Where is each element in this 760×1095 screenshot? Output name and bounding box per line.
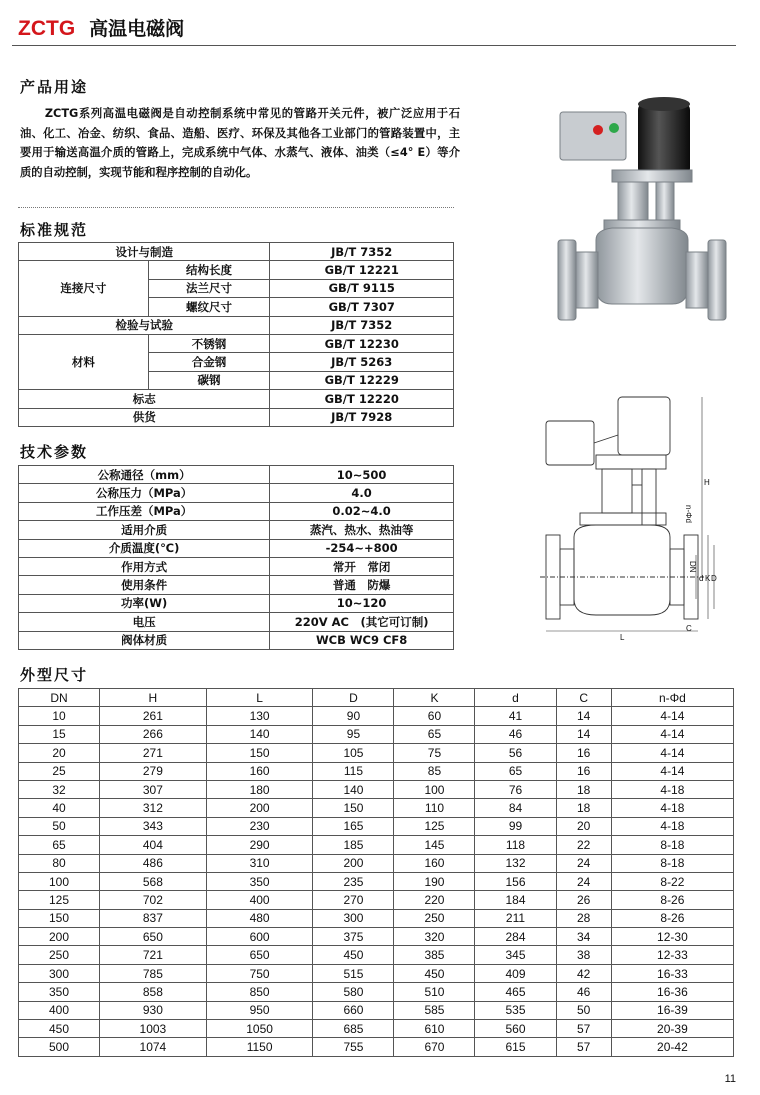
table-cell: 510 bbox=[394, 983, 475, 1001]
tech-value: WCB WC9 CF8 bbox=[270, 631, 454, 649]
table-row bbox=[19, 631, 454, 649]
table-cell: 46 bbox=[475, 725, 556, 743]
table-cell: 65 bbox=[475, 762, 556, 780]
table-cell: 375 bbox=[313, 928, 394, 946]
table-cell: 8-18 bbox=[611, 854, 733, 872]
std-value: JB/T 7352 bbox=[270, 316, 454, 334]
std-group-label: 材料 bbox=[19, 334, 149, 389]
table-cell: 320 bbox=[394, 928, 475, 946]
table-cell: 480 bbox=[206, 909, 313, 927]
column-header: K bbox=[394, 689, 475, 707]
table-row bbox=[19, 872, 734, 890]
dim-label-k: K bbox=[705, 574, 711, 583]
table-cell: 110 bbox=[394, 799, 475, 817]
std-label: 结构长度 bbox=[148, 261, 270, 279]
table-row bbox=[19, 594, 454, 612]
table-row bbox=[19, 854, 734, 872]
table-cell: 400 bbox=[19, 1001, 100, 1019]
table-cell: 568 bbox=[100, 872, 207, 890]
table-cell: 409 bbox=[475, 964, 556, 982]
table-cell: 465 bbox=[475, 983, 556, 1001]
table-row bbox=[19, 1038, 734, 1056]
table-cell: 1050 bbox=[206, 1020, 313, 1038]
table-cell: 670 bbox=[394, 1038, 475, 1056]
table-cell: 300 bbox=[19, 964, 100, 982]
tech-value: 普通 防爆 bbox=[270, 576, 454, 594]
table-cell: 95 bbox=[313, 725, 394, 743]
table-cell: 200 bbox=[313, 854, 394, 872]
table-cell: 1150 bbox=[206, 1038, 313, 1056]
tech-label: 使用条件 bbox=[19, 576, 270, 594]
table-cell: 858 bbox=[100, 983, 207, 1001]
table-cell: 585 bbox=[394, 1001, 475, 1019]
table-row bbox=[19, 334, 454, 352]
table-row bbox=[19, 964, 734, 982]
table-row bbox=[19, 484, 454, 502]
table-cell: 57 bbox=[556, 1038, 611, 1056]
table-cell: 150 bbox=[19, 909, 100, 927]
table-row bbox=[19, 836, 734, 854]
table-cell: 950 bbox=[206, 1001, 313, 1019]
std-value: GB/T 9115 bbox=[270, 279, 454, 297]
column-header: L bbox=[206, 689, 313, 707]
table-cell: 8-18 bbox=[611, 836, 733, 854]
table-row bbox=[19, 390, 454, 408]
section-title-usage: 产品用途 bbox=[20, 78, 89, 96]
table-row bbox=[19, 799, 734, 817]
tech-label: 阀体材质 bbox=[19, 631, 270, 649]
table-cell: 156 bbox=[475, 872, 556, 890]
table-cell: 200 bbox=[206, 799, 313, 817]
table-cell: 90 bbox=[313, 707, 394, 725]
table-cell: 75 bbox=[394, 744, 475, 762]
table-cell: 261 bbox=[100, 707, 207, 725]
table-row bbox=[19, 725, 734, 743]
table-cell: 16-39 bbox=[611, 1001, 733, 1019]
tech-label: 公称通径（mm） bbox=[19, 466, 270, 484]
table-cell: 28 bbox=[556, 909, 611, 927]
table-row bbox=[19, 502, 454, 520]
column-header: n-Φd bbox=[611, 689, 733, 707]
table-cell: 140 bbox=[313, 780, 394, 798]
section-title-dimensions: 外型尺寸 bbox=[20, 666, 89, 684]
table-cell: 600 bbox=[206, 928, 313, 946]
dim-label-nd: n-Φd bbox=[684, 505, 693, 523]
table-row bbox=[19, 613, 454, 631]
table-cell: 385 bbox=[394, 946, 475, 964]
std-label: 标志 bbox=[19, 390, 270, 408]
table-cell: 650 bbox=[100, 928, 207, 946]
table-cell: 16 bbox=[556, 744, 611, 762]
column-header: H bbox=[100, 689, 207, 707]
table-cell: 750 bbox=[206, 964, 313, 982]
table-row bbox=[19, 1020, 734, 1038]
table-cell: 404 bbox=[100, 836, 207, 854]
table-cell: 41 bbox=[475, 707, 556, 725]
table-cell: 650 bbox=[206, 946, 313, 964]
column-header: d bbox=[475, 689, 556, 707]
table-cell: 125 bbox=[394, 817, 475, 835]
table-cell: 345 bbox=[475, 946, 556, 964]
table-cell: 785 bbox=[100, 964, 207, 982]
usage-divider bbox=[18, 207, 454, 208]
table-cell: 32 bbox=[19, 780, 100, 798]
table-cell: 20 bbox=[19, 744, 100, 762]
table-cell: 702 bbox=[100, 891, 207, 909]
table-cell: 65 bbox=[19, 836, 100, 854]
table-cell: 250 bbox=[19, 946, 100, 964]
table-cell: 535 bbox=[475, 1001, 556, 1019]
page-number: 11 bbox=[724, 1073, 736, 1085]
table-cell: 105 bbox=[313, 744, 394, 762]
table-cell: 24 bbox=[556, 872, 611, 890]
tech-label: 适用介质 bbox=[19, 521, 270, 539]
table-cell: 610 bbox=[394, 1020, 475, 1038]
table-cell: 50 bbox=[19, 817, 100, 835]
table-cell: 685 bbox=[313, 1020, 394, 1038]
table-row bbox=[19, 316, 454, 334]
table-cell: 65 bbox=[394, 725, 475, 743]
dim-label-d: d bbox=[699, 574, 704, 583]
table-cell: 25 bbox=[19, 762, 100, 780]
std-label: 合金钢 bbox=[148, 353, 270, 371]
table-cell: 284 bbox=[475, 928, 556, 946]
table-cell: 184 bbox=[475, 891, 556, 909]
product-code: ZCTG bbox=[18, 17, 76, 40]
table-cell: 500 bbox=[19, 1038, 100, 1056]
table-cell: 132 bbox=[475, 854, 556, 872]
table-row bbox=[19, 780, 734, 798]
table-cell: 165 bbox=[313, 817, 394, 835]
table-cell: 38 bbox=[556, 946, 611, 964]
table-row bbox=[19, 1001, 734, 1019]
table-row bbox=[19, 707, 734, 725]
table-cell: 20 bbox=[556, 817, 611, 835]
table-cell: 4-18 bbox=[611, 780, 733, 798]
column-header: C bbox=[556, 689, 611, 707]
table-cell: 150 bbox=[206, 744, 313, 762]
page-title: 高温电磁阀 bbox=[89, 18, 185, 40]
table-cell: 16-33 bbox=[611, 964, 733, 982]
table-cell: 57 bbox=[556, 1020, 611, 1038]
table-cell: 307 bbox=[100, 780, 207, 798]
table-cell: 185 bbox=[313, 836, 394, 854]
table-cell: 100 bbox=[19, 872, 100, 890]
std-label: 不锈钢 bbox=[148, 334, 270, 352]
table-cell: 46 bbox=[556, 983, 611, 1001]
table-cell: 8-26 bbox=[611, 909, 733, 927]
tech-label: 公称压力（MPa） bbox=[19, 484, 270, 502]
table-cell: 279 bbox=[100, 762, 207, 780]
table-row bbox=[19, 539, 454, 557]
table-cell: 721 bbox=[100, 946, 207, 964]
table-row bbox=[19, 946, 734, 964]
table-cell: 99 bbox=[475, 817, 556, 835]
tech-value: 220V AC (其它可订制) bbox=[270, 613, 454, 631]
dimensions-table bbox=[18, 688, 734, 1057]
table-row bbox=[19, 466, 454, 484]
table-cell: 160 bbox=[206, 762, 313, 780]
table-cell: 12-33 bbox=[611, 946, 733, 964]
tech-label: 功率(W) bbox=[19, 594, 270, 612]
table-cell: 118 bbox=[475, 836, 556, 854]
table-cell: 145 bbox=[394, 836, 475, 854]
section-title-standards: 标准规范 bbox=[20, 221, 89, 239]
table-cell: 18 bbox=[556, 780, 611, 798]
std-label: 检验与试验 bbox=[19, 316, 270, 334]
table-cell: 271 bbox=[100, 744, 207, 762]
table-cell: 14 bbox=[556, 707, 611, 725]
table-cell: 84 bbox=[475, 799, 556, 817]
table-cell: 350 bbox=[206, 872, 313, 890]
table-row bbox=[19, 983, 734, 1001]
table-row bbox=[19, 928, 734, 946]
dim-label-big-d: D bbox=[711, 574, 717, 583]
intro-paragraph bbox=[20, 104, 460, 182]
table-row bbox=[19, 891, 734, 909]
table-cell: 290 bbox=[206, 836, 313, 854]
table-cell: 4-14 bbox=[611, 762, 733, 780]
table-cell: 211 bbox=[475, 909, 556, 927]
std-value: JB/T 7928 bbox=[270, 408, 454, 426]
std-value: GB/T 12221 bbox=[270, 261, 454, 279]
table-cell: 76 bbox=[475, 780, 556, 798]
dimension-drawing bbox=[540, 385, 720, 645]
table-cell: 16 bbox=[556, 762, 611, 780]
table-cell: 270 bbox=[313, 891, 394, 909]
table-cell: 115 bbox=[313, 762, 394, 780]
tech-value: 10~500 bbox=[270, 466, 454, 484]
table-cell: 1074 bbox=[100, 1038, 207, 1056]
intro-text: ZCTG系列高温电磁阀是自动控制系统中常见的管路开关元件，被广泛应用于石油、化工、冶金、纺织、食品、造船、医疗、环保及其他各工业部门的管路装置中，主要用于输送高温介质的管路上，完成系统中气体、水蒸气、液体、油类（≤4° E）等介质的自动控制，实现节能和程序控制的自动化。 bbox=[20, 107, 460, 179]
table-row bbox=[19, 744, 734, 762]
table-cell: 15 bbox=[19, 725, 100, 743]
table-cell: 450 bbox=[313, 946, 394, 964]
table-cell: 343 bbox=[100, 817, 207, 835]
tech-label: 工作压差（MPa） bbox=[19, 502, 270, 520]
table-cell: 837 bbox=[100, 909, 207, 927]
tech-label: 作用方式 bbox=[19, 557, 270, 575]
std-value: GB/T 7307 bbox=[270, 298, 454, 316]
dim-label-dn: DN bbox=[688, 561, 697, 573]
table-cell: 42 bbox=[556, 964, 611, 982]
table-cell: 560 bbox=[475, 1020, 556, 1038]
product-photo bbox=[552, 90, 732, 330]
tech-value: 10~120 bbox=[270, 594, 454, 612]
table-cell: 450 bbox=[19, 1020, 100, 1038]
std-label: 螺纹尺寸 bbox=[148, 298, 270, 316]
table-row bbox=[19, 762, 734, 780]
table-cell: 140 bbox=[206, 725, 313, 743]
table-cell: 4-18 bbox=[611, 799, 733, 817]
std-value: GB/T 12220 bbox=[270, 390, 454, 408]
table-cell: 34 bbox=[556, 928, 611, 946]
table-cell: 350 bbox=[19, 983, 100, 1001]
std-value: GB/T 12229 bbox=[270, 371, 454, 389]
table-cell: 160 bbox=[394, 854, 475, 872]
table-cell: 16-36 bbox=[611, 983, 733, 1001]
table-cell: 20-39 bbox=[611, 1020, 733, 1038]
tech-label: 电压 bbox=[19, 613, 270, 631]
table-cell: 660 bbox=[313, 1001, 394, 1019]
table-cell: 12-30 bbox=[611, 928, 733, 946]
table-cell: 8-26 bbox=[611, 891, 733, 909]
table-header-row bbox=[19, 689, 734, 707]
table-cell: 56 bbox=[475, 744, 556, 762]
table-row bbox=[19, 521, 454, 539]
std-value: GB/T 12230 bbox=[270, 334, 454, 352]
table-cell: 266 bbox=[100, 725, 207, 743]
table-cell: 4-18 bbox=[611, 817, 733, 835]
std-group-label: 连接尺寸 bbox=[19, 261, 149, 316]
tech-label: 介质温度(℃) bbox=[19, 539, 270, 557]
std-value: JB/T 7352 bbox=[270, 243, 454, 261]
table-cell: 10 bbox=[19, 707, 100, 725]
table-cell: 450 bbox=[394, 964, 475, 982]
table-cell: 190 bbox=[394, 872, 475, 890]
table-cell: 580 bbox=[313, 983, 394, 1001]
table-cell: 85 bbox=[394, 762, 475, 780]
table-cell: 230 bbox=[206, 817, 313, 835]
table-cell: 400 bbox=[206, 891, 313, 909]
standards-table bbox=[18, 242, 454, 427]
tech-value: 常开 常闭 bbox=[270, 557, 454, 575]
table-cell: 220 bbox=[394, 891, 475, 909]
std-label: 碳钢 bbox=[148, 371, 270, 389]
dim-label-h: H bbox=[704, 478, 710, 487]
dim-label-c: C bbox=[686, 624, 692, 633]
table-row bbox=[19, 408, 454, 426]
table-cell: 150 bbox=[313, 799, 394, 817]
table-cell: 22 bbox=[556, 836, 611, 854]
tech-value: 4.0 bbox=[270, 484, 454, 502]
table-cell: 312 bbox=[100, 799, 207, 817]
table-cell: 300 bbox=[313, 909, 394, 927]
table-cell: 40 bbox=[19, 799, 100, 817]
std-label: 供货 bbox=[19, 408, 270, 426]
dim-label-l: L bbox=[620, 633, 625, 642]
table-cell: 486 bbox=[100, 854, 207, 872]
table-cell: 4-14 bbox=[611, 707, 733, 725]
table-cell: 250 bbox=[394, 909, 475, 927]
tech-value: 蒸汽、热水、热油等 bbox=[270, 521, 454, 539]
table-cell: 1003 bbox=[100, 1020, 207, 1038]
header-divider bbox=[12, 45, 736, 46]
table-cell: 24 bbox=[556, 854, 611, 872]
table-row bbox=[19, 576, 454, 594]
tech-table bbox=[18, 465, 454, 650]
table-cell: 515 bbox=[313, 964, 394, 982]
table-cell: 50 bbox=[556, 1001, 611, 1019]
page-header bbox=[18, 14, 184, 44]
table-cell: 130 bbox=[206, 707, 313, 725]
table-cell: 615 bbox=[475, 1038, 556, 1056]
section-title-tech: 技术参数 bbox=[20, 443, 89, 461]
table-cell: 4-14 bbox=[611, 725, 733, 743]
table-cell: 18 bbox=[556, 799, 611, 817]
table-row bbox=[19, 909, 734, 927]
table-cell: 4-14 bbox=[611, 744, 733, 762]
table-cell: 14 bbox=[556, 725, 611, 743]
table-row bbox=[19, 243, 454, 261]
table-cell: 200 bbox=[19, 928, 100, 946]
table-cell: 26 bbox=[556, 891, 611, 909]
table-cell: 80 bbox=[19, 854, 100, 872]
table-cell: 100 bbox=[394, 780, 475, 798]
table-row bbox=[19, 261, 454, 279]
table-cell: 8-22 bbox=[611, 872, 733, 890]
table-cell: 755 bbox=[313, 1038, 394, 1056]
table-row bbox=[19, 817, 734, 835]
table-cell: 125 bbox=[19, 891, 100, 909]
tech-value: 0.02~4.0 bbox=[270, 502, 454, 520]
table-cell: 930 bbox=[100, 1001, 207, 1019]
table-cell: 20-42 bbox=[611, 1038, 733, 1056]
column-header: DN bbox=[19, 689, 100, 707]
std-label: 设计与制造 bbox=[19, 243, 270, 261]
table-cell: 310 bbox=[206, 854, 313, 872]
table-cell: 235 bbox=[313, 872, 394, 890]
table-cell: 60 bbox=[394, 707, 475, 725]
column-header: D bbox=[313, 689, 394, 707]
std-value: JB/T 5263 bbox=[270, 353, 454, 371]
std-label: 法兰尺寸 bbox=[148, 279, 270, 297]
table-cell: 850 bbox=[206, 983, 313, 1001]
table-row bbox=[19, 557, 454, 575]
tech-value: -254~+800 bbox=[270, 539, 454, 557]
table-cell: 180 bbox=[206, 780, 313, 798]
